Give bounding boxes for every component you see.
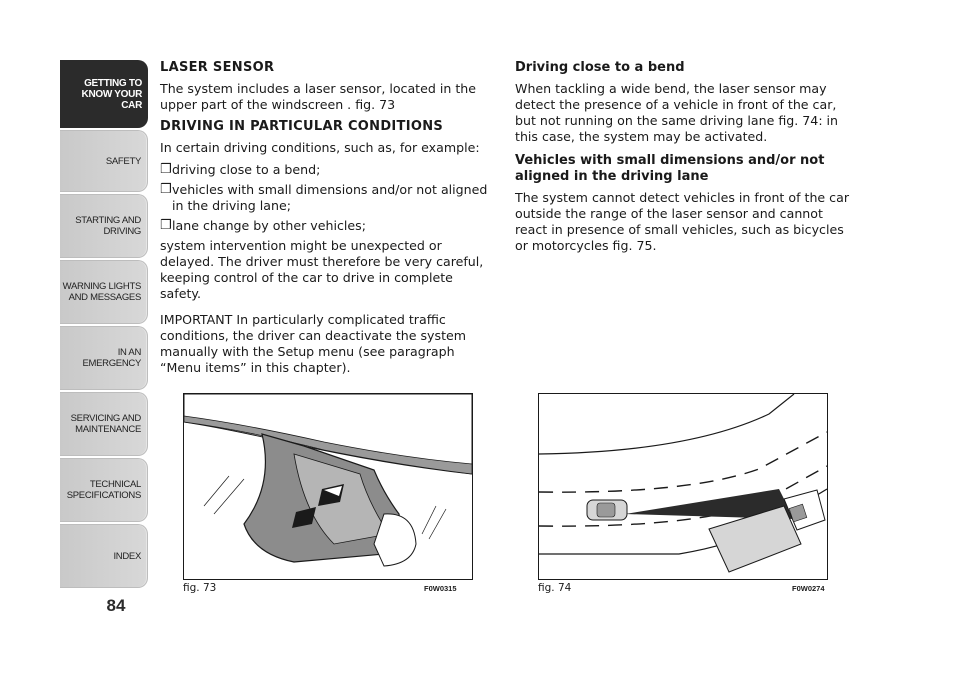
figure-driving-close-to-bend: [538, 393, 828, 580]
bend-illustration: [539, 394, 827, 579]
paragraph: When tackling a wide bend, the laser sensor may detect the presence of a vehicle in front of the car, but not running on the same driving lane fig. 74: in this case, the system may be activated.: [515, 81, 839, 144]
tab-in-an-emergency[interactable]: IN AN EMERGENCY: [60, 326, 148, 390]
tab-index[interactable]: INDEX: [60, 524, 148, 588]
checkbox-bullet-icon: ❒: [160, 162, 172, 177]
checkbox-bullet-icon: ❒: [160, 182, 172, 197]
figure-code: F0W0315: [424, 584, 457, 593]
laser-sensor-illustration: [184, 394, 472, 579]
page-number: 84: [106, 596, 126, 615]
checkbox-bullet-icon: ❒: [160, 218, 172, 233]
tab-technical-specifications[interactable]: TECHNICAL SPECIFICATIONS: [60, 458, 148, 522]
tab-warning-lights-and-messages[interactable]: WARNING LIGHTS AND MESSAGES: [60, 260, 148, 324]
heading-laser-sensor: LASER SENSOR: [160, 60, 275, 75]
figure-laser-sensor: [183, 393, 473, 580]
paragraph-important: IMPORTANT In particularly complicated traffic conditions, the driver can deactivate the system manually with the Setup menu (see paragraph “Menu items” in this chapter).: [160, 312, 467, 375]
tab-starting-and-driving[interactable]: STARTING AND DRIVING: [60, 194, 148, 258]
paragraph: The system includes a laser sensor, located in the upper part of the windscreen . fig. 73: [160, 81, 476, 112]
tab-servicing-and-maintenance[interactable]: SERVICING AND MAINTENANCE: [60, 392, 148, 456]
paragraph: The system cannot detect vehicles in front of the car outside the range of the laser sensor and cannot react in presence of small vehicles, such as bicycles or motorcycles fig. 75.: [515, 190, 849, 253]
car: [587, 500, 627, 520]
paragraph: system intervention might be unexpected or delayed. The driver must therefore be very careful, keeping control of the car to drive in complete safety.: [160, 238, 484, 301]
heading-small-vehicles: Vehicles with small dimensions and/or not aligned in the driving lane: [515, 153, 825, 184]
list-item: ❒ driving close to a bend;: [160, 162, 321, 177]
left-column: [160, 60, 495, 382]
heading-particular-conditions: DRIVING IN PARTICULAR CONDITIONS: [160, 119, 444, 134]
right-column: [515, 60, 850, 260]
heading-driving-close-to-bend: Driving close to a bend: [515, 60, 685, 75]
paragraph: In certain driving conditions, such as, for example:: [160, 140, 480, 155]
list-item: ❒ lane change by other vehicles;: [160, 218, 366, 233]
figure-code: F0W0274: [792, 584, 825, 593]
list-item: ❒ vehicles with small dimensions and/or not aligned in the driving lane;: [160, 182, 488, 213]
tab-safety[interactable]: SAFETY: [60, 130, 148, 192]
figure-caption: fig. 73: [183, 582, 217, 594]
tab-getting-to-know-your-car[interactable]: GETTING TO KNOW YOUR CAR: [60, 60, 148, 128]
figure-caption: fig. 74: [538, 582, 572, 594]
